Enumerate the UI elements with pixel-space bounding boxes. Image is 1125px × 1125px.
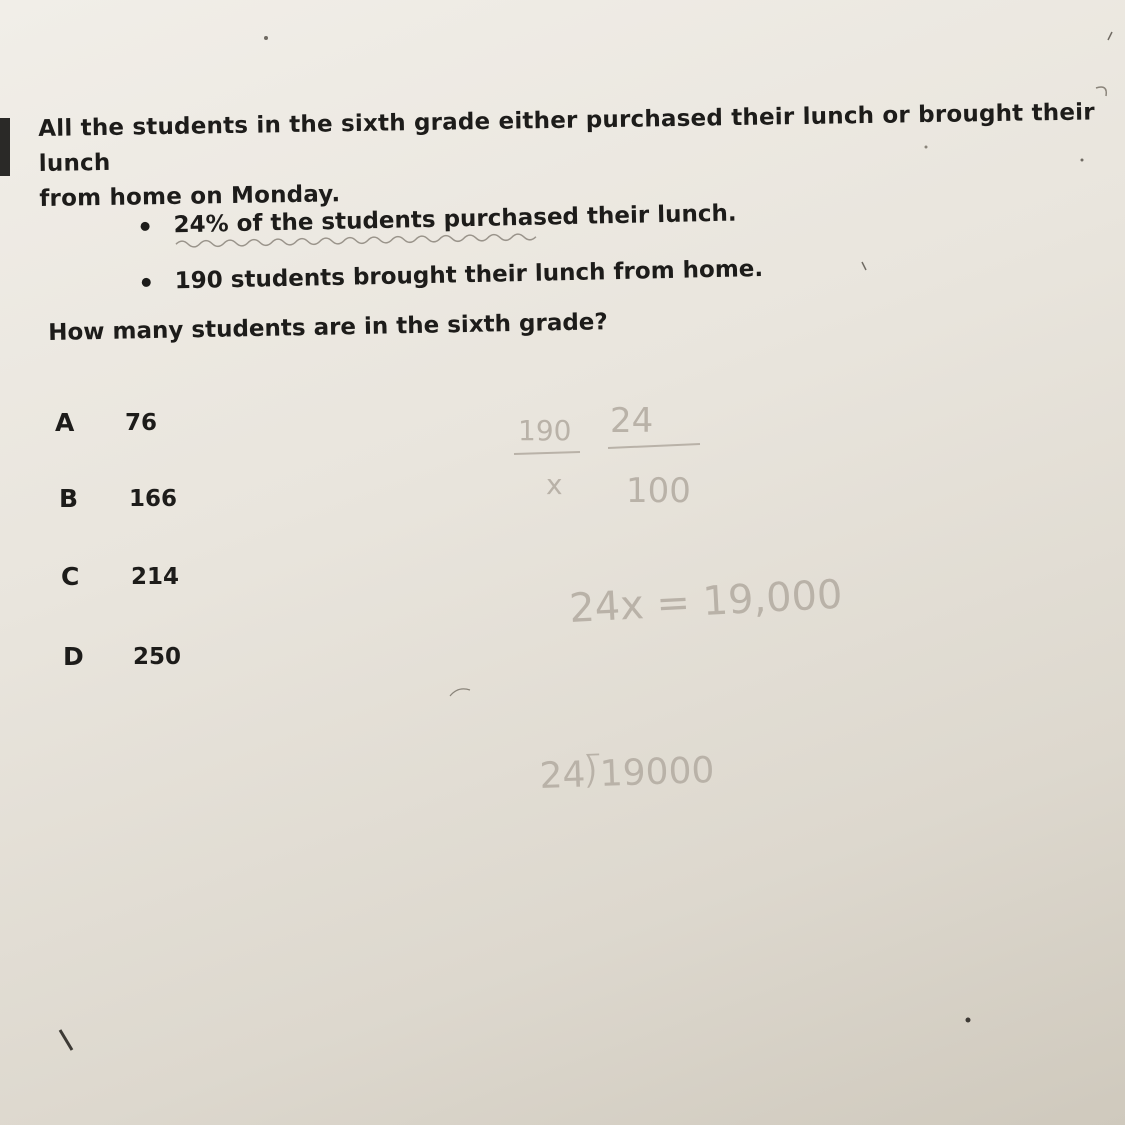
choice-value: 250 — [133, 643, 182, 670]
choice-letter: B — [59, 484, 79, 513]
choice-value: 166 — [129, 485, 178, 512]
fact-brought: 190 students brought their lunch from home. — [174, 255, 764, 295]
choice-letter: D — [63, 642, 84, 671]
scratch-fraction-left-den: x — [546, 468, 563, 501]
problem-stem-line-1: All the students in the sixth grade either purchased their lunch or brought their lunch — [38, 99, 1095, 177]
choice-letter: A — [55, 408, 75, 437]
choice-value: 214 — [131, 563, 180, 590]
scratch-fraction-left-num: 190 — [518, 414, 572, 447]
choice-letter: C — [61, 562, 80, 591]
choice-value: 76 — [125, 409, 158, 436]
problem-stem-line-2: from home on Monday. — [39, 181, 341, 212]
scratch-division: 24⟌19000 — [538, 749, 716, 797]
question-text: How many students are in the sixth grade? — [48, 309, 608, 346]
scratch-fraction-right-den: 100 — [626, 471, 691, 511]
fact-purchased: 24% of the students purchased their lunch. — [173, 201, 737, 239]
scratch-equation: 24x = 19,000 — [568, 571, 844, 632]
scratch-fraction-right-num: 24 — [610, 401, 654, 441]
